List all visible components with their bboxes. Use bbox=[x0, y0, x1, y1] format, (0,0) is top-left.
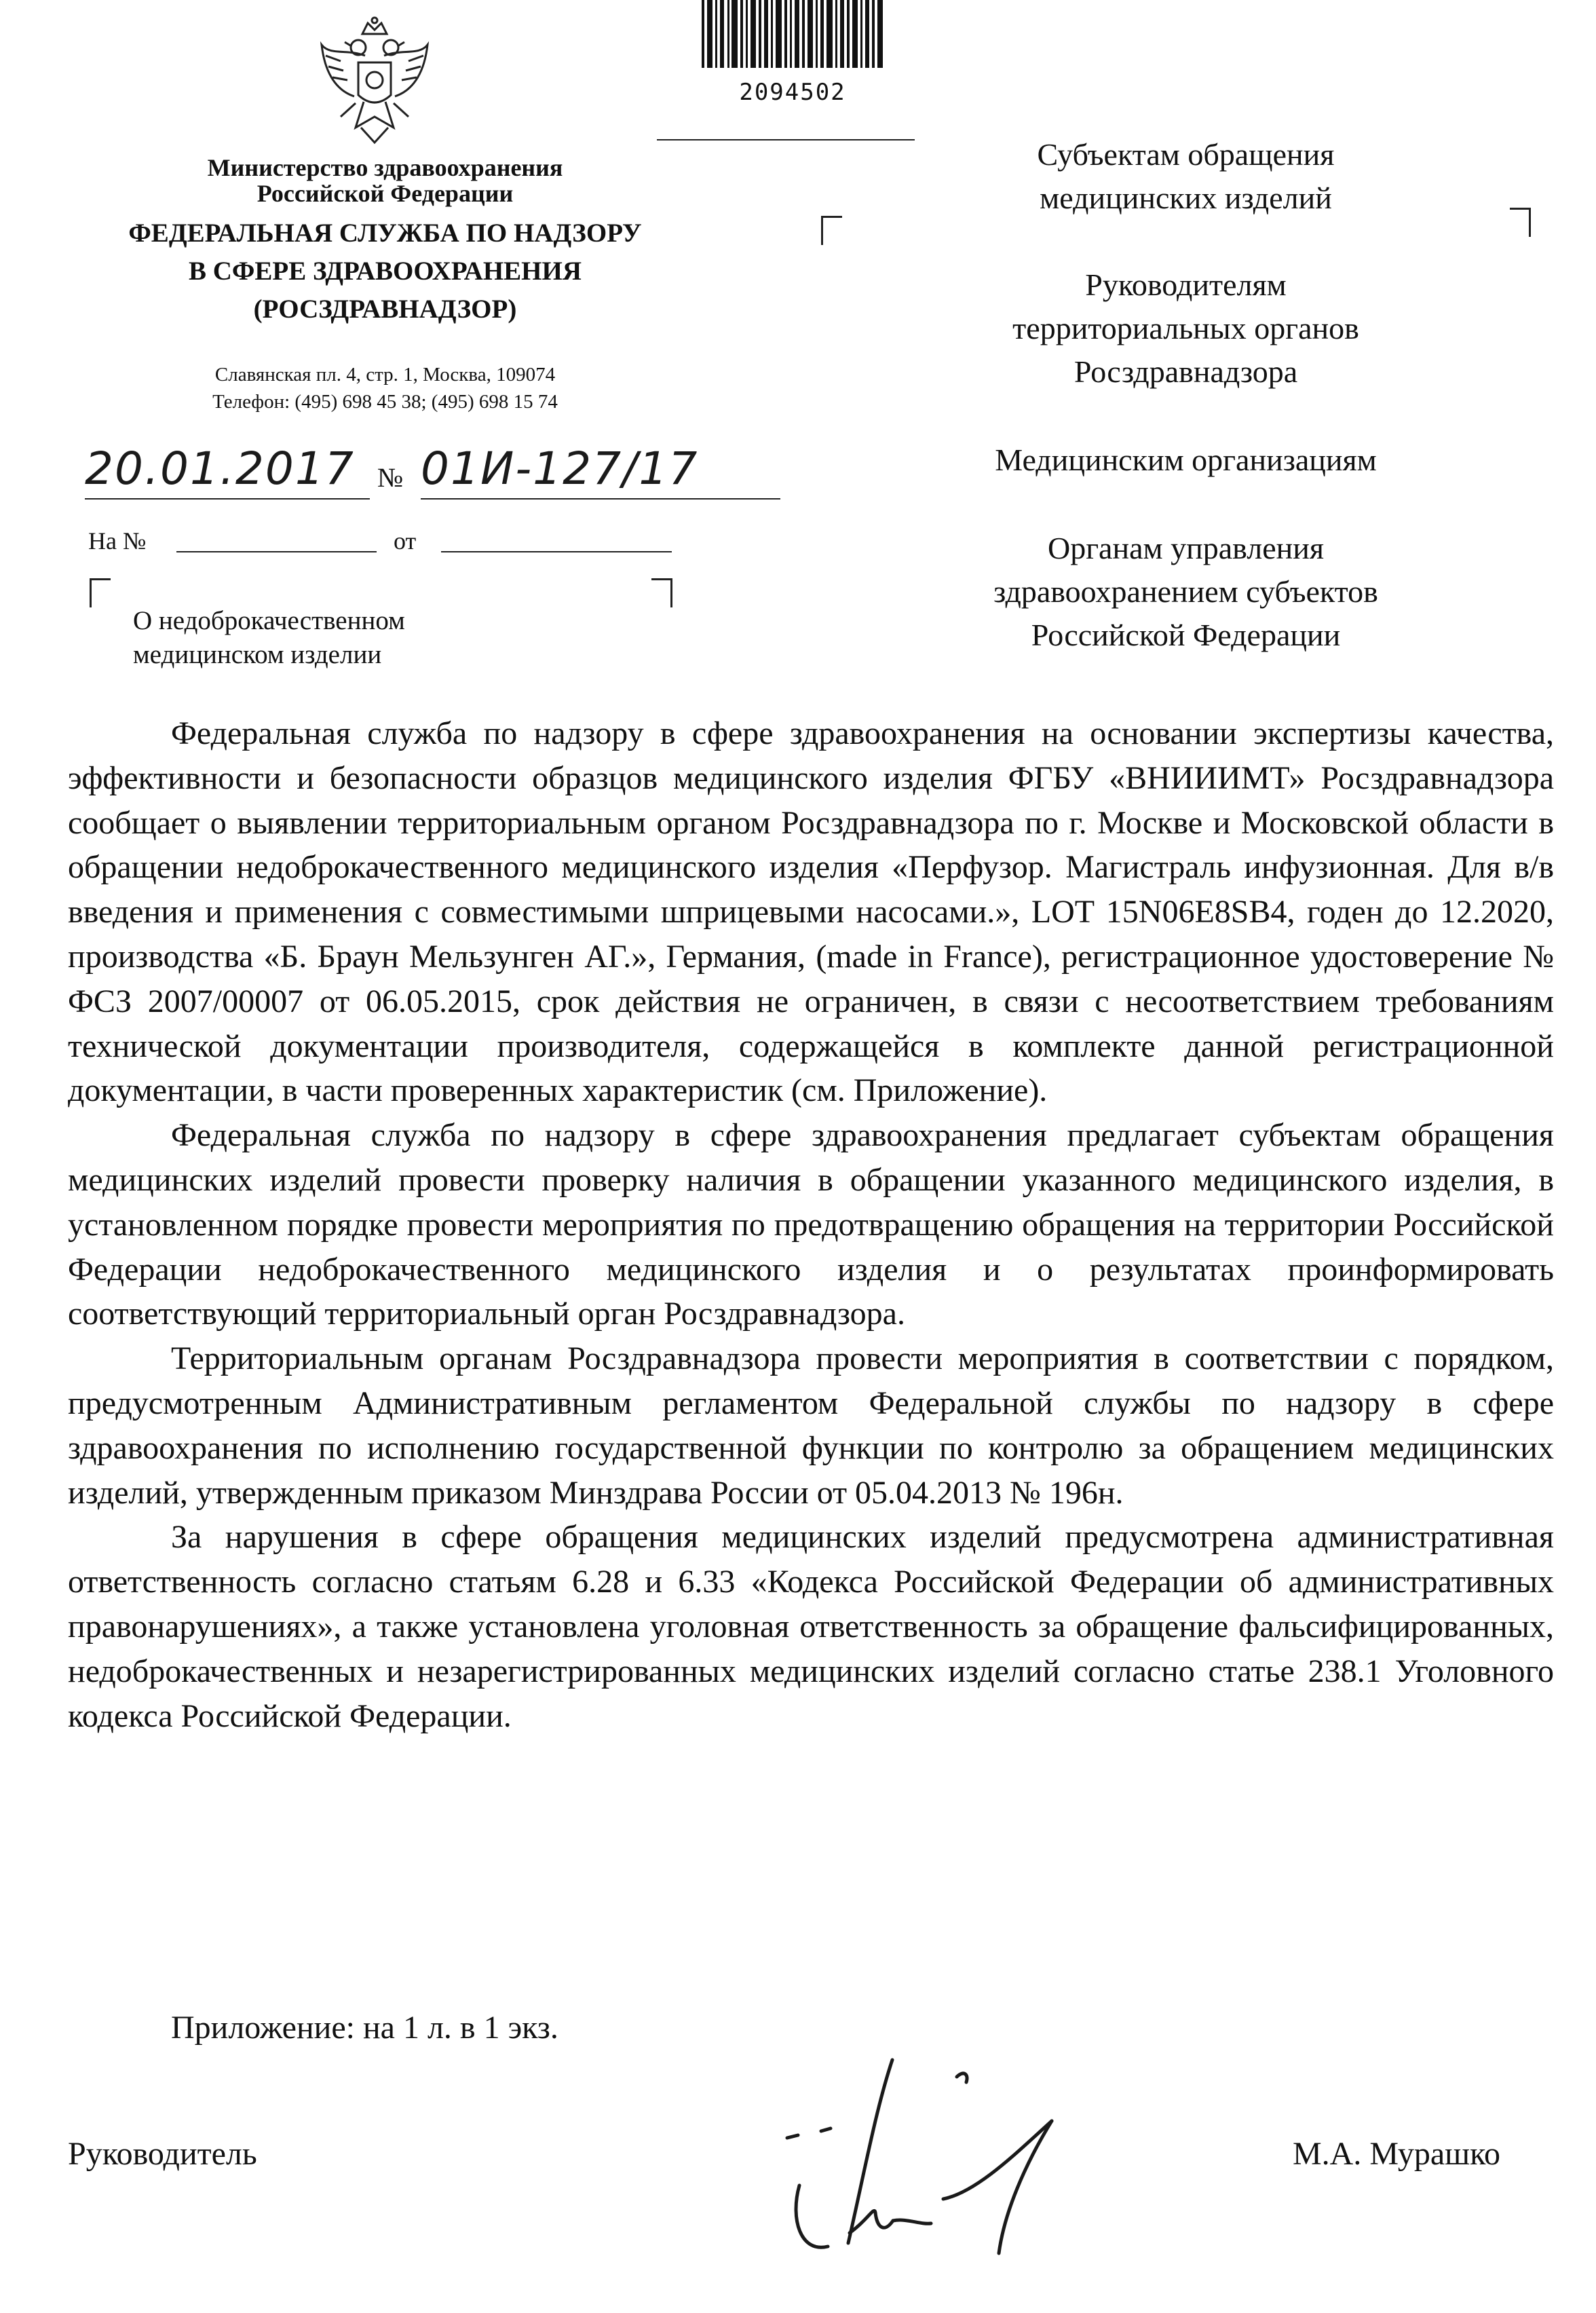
service-name-line-2: В СФЕРЕ ЗДРАВООХРАНЕНИЯ bbox=[188, 257, 582, 286]
addressee-4-line-2: здравоохранением субъектов bbox=[993, 574, 1378, 609]
body-paragraph-2: Федеральная служба по надзору в сфере здравоохранения предлагает субъектам обращения медицинских изделий провести проверку наличия в обращении указанного медицинского изделия, в установленном порядке провести мероприятия по предотвращению обращения на территории Российской Федерации недоброкачественного медицинского изделия и о результатах проинформировать соответствующий территориальный орган Росздравнадзора. bbox=[68, 1117, 1554, 1332]
addressee-corner-left bbox=[821, 216, 842, 245]
attachment-note: Приложение: на 1 л. в 1 экз. bbox=[171, 2010, 558, 2046]
number-sign: № bbox=[377, 462, 404, 493]
subject-line-1: О недоброкачественном bbox=[133, 606, 405, 635]
subject-corner-right bbox=[651, 578, 672, 607]
body-paragraph-3: Территориальным органам Росздравнадзора провести мероприятия в соответствии с порядком, предусмотренным Административным регламентом Федеральной службы по надзору в сфере здравоохранения по исполнению государственной функции по контролю за обращением медицинских изделий, утвержденным приказом Минздрава России от 05.04.2013 № 196н. bbox=[68, 1340, 1554, 1511]
service-name-line-3: (РОСЗДРАВНАДЗОР) bbox=[253, 295, 517, 324]
reply-number-blank bbox=[176, 551, 377, 552]
signatory-name: М.А. Мурашко bbox=[1293, 2136, 1500, 2172]
reply-from-blank bbox=[441, 551, 672, 552]
addressee-2-line-3: Росздравнадзора bbox=[1074, 354, 1298, 389]
ministry-name-line-1: Министерство здравоохранения bbox=[207, 154, 563, 181]
reply-number-label: На № bbox=[88, 527, 147, 554]
addressee-2-line-1: Руководителям bbox=[1085, 267, 1287, 302]
handwritten-signature bbox=[774, 2050, 1126, 2260]
body-paragraph-1: Федеральная служба по надзору в сфере здравоохранения на основании экспертизы качества, эффективности и безопасности образцов медицинского изделия ФГБУ «ВНИИИМТ» Росздравнадзора сообщает о выявлении территориальным органом Росздравнадзора по г. Москве и Московской области в обращении недоброкачественного медицинского изделия «Перфузор. Магистраль инфузионная. Для в/в введения и применения с совместимыми шприцевыми насосами.», LOT 15N06E8SB4, годен до 12.2020, производства «Б. Браун Мельзунген АГ.», Германия, (made in France), регистрационное удостоверение № ФСЗ 2007/00007 от 06.05.2015, срок действия не ограничен, в связи с несоответствием требованиям технической документации производителя, содержащейся в комплекте данной регистрационной документации, в части проверенных характеристик (см. Приложение). bbox=[68, 715, 1554, 1109]
addressee-1-line-2: медицинских изделий bbox=[1040, 181, 1332, 215]
addressee-3-line-1: Медицинским организациям bbox=[995, 443, 1377, 477]
body-paragraph-4: За нарушения в сфере обращения медицинских изделий предусмотрена административная ответственность согласно статьям 6.28 и 6.33 «Кодекса Российской Федерации об административных правонарушениях», а также установлена уголовная ответственность за обращение фальсифицированных, недоброкачественных и незарегистрированных медицинских изделий согласно статье 238.1 Уголовного кодекса Российской Федерации. bbox=[68, 1519, 1554, 1734]
registration-date: 20.01.2017 bbox=[85, 440, 370, 500]
office-address: Славянская пл. 4, стр. 1, Москва, 109074 bbox=[214, 364, 556, 386]
subject-corner-left bbox=[90, 578, 111, 607]
subject-line-2: медицинском изделии bbox=[133, 640, 382, 669]
service-name-line-1: ФЕДЕРАЛЬНАЯ СЛУЖБА ПО НАДЗОРУ bbox=[128, 219, 642, 248]
signatory-position: Руководитель bbox=[68, 2136, 257, 2172]
coat-of-arms-emblem bbox=[314, 15, 436, 148]
registration-number: 01И-127/17 bbox=[421, 440, 780, 500]
ministry-name-line-2: Российской Федерации bbox=[256, 180, 514, 207]
barcode-image bbox=[698, 0, 888, 73]
addressee-4-line-3: Российской Федерации bbox=[1031, 618, 1341, 652]
addressee-2-line-2: территориальных органов bbox=[1012, 311, 1359, 345]
office-phone: Телефон: (495) 698 45 38; (495) 698 15 74 bbox=[212, 391, 558, 413]
barcode-number: 2094502 bbox=[739, 79, 846, 106]
letter-body bbox=[68, 711, 1554, 1738]
reply-from-label: от bbox=[394, 527, 417, 554]
addressee-1-line-1: Субъектам обращения bbox=[1037, 137, 1335, 172]
addressee-4-line-1: Органам управления bbox=[1047, 531, 1325, 565]
